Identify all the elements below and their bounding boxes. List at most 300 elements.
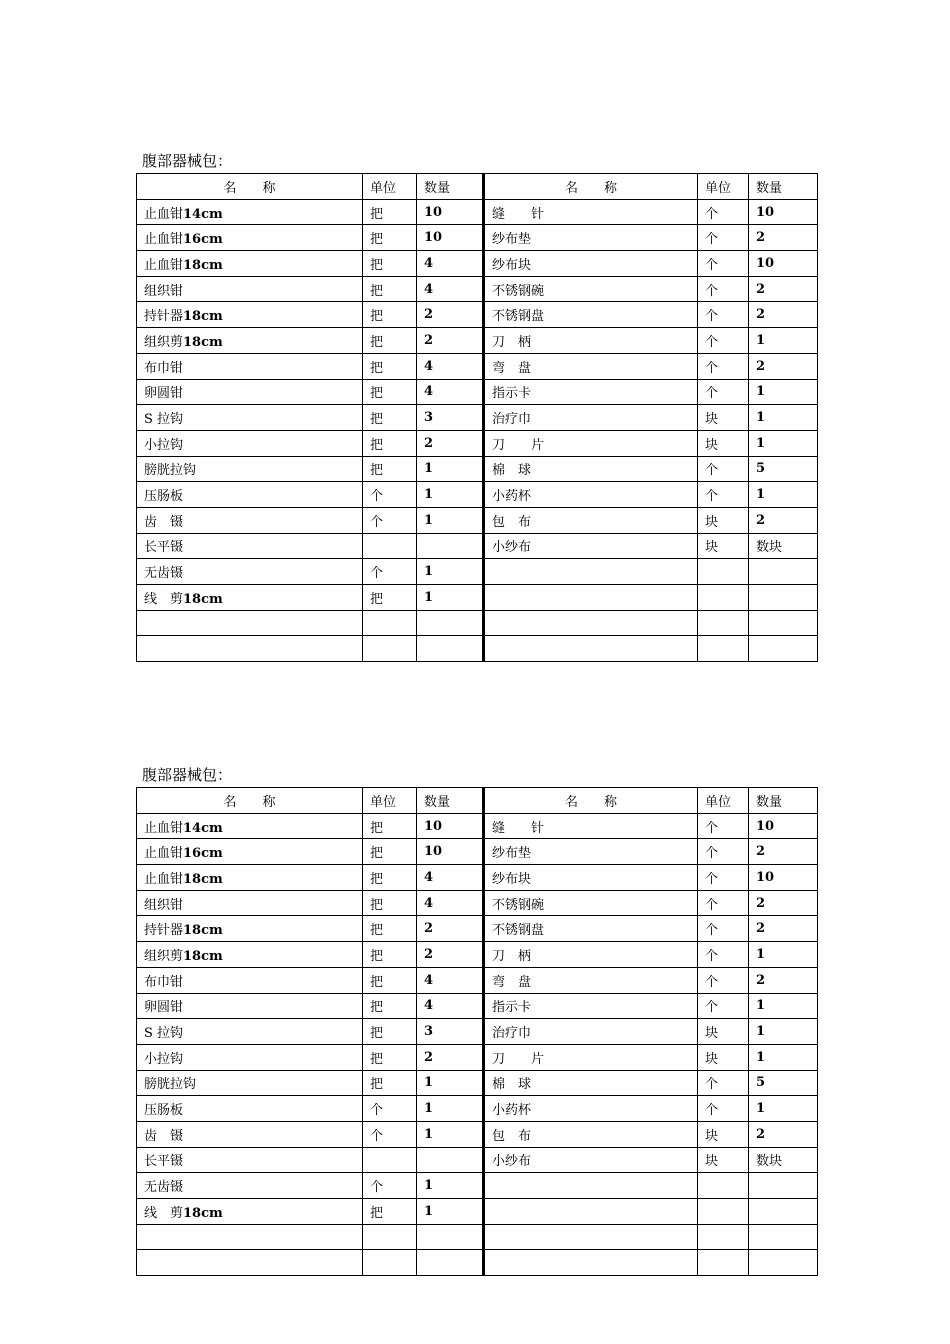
item-qty: 1 <box>749 993 818 1019</box>
table-row <box>137 636 818 662</box>
item-qty: 2 <box>417 916 484 942</box>
item-name: 齿 镊 <box>144 514 184 530</box>
table-row <box>137 1044 818 1070</box>
item-name-cell <box>137 1121 363 1147</box>
item-qty <box>749 585 818 611</box>
item-qty <box>417 1224 484 1250</box>
table-row <box>137 225 818 251</box>
table-row <box>137 839 818 865</box>
header-row <box>137 174 818 200</box>
item-unit <box>363 1147 417 1173</box>
item-qty: 5 <box>749 1070 818 1096</box>
item-qty: 4 <box>417 353 484 379</box>
item-name-cell <box>137 353 363 379</box>
item-name-cell <box>137 890 363 916</box>
item-unit: 个 <box>698 302 749 328</box>
item-name: 止血钳 <box>144 257 184 273</box>
item-qty: 数块 <box>749 533 818 559</box>
item-unit: 块 <box>698 1044 749 1070</box>
item-qty: 4 <box>417 993 484 1019</box>
item-size: 18cm <box>183 309 223 325</box>
instrument-kit-table-1 <box>136 150 817 662</box>
item-size: 14cm <box>183 206 223 222</box>
item-qty: 1 <box>749 430 818 456</box>
item-unit: 个 <box>698 199 749 225</box>
item-unit: 把 <box>363 916 417 942</box>
header-name: 名 称 <box>484 174 698 200</box>
item-name-cell <box>137 276 363 302</box>
item-qty: 4 <box>417 251 484 277</box>
item-qty: 2 <box>749 353 818 379</box>
item-unit: 个 <box>698 353 749 379</box>
item-name-cell <box>137 199 363 225</box>
item-name-cell <box>137 482 363 508</box>
table-row <box>137 993 818 1019</box>
item-name-cell <box>137 1044 363 1070</box>
table-row <box>137 456 818 482</box>
item-name: 纱布垫 <box>484 225 698 251</box>
item-name-cell <box>137 1199 363 1225</box>
item-name: 刀 柄 <box>484 328 698 354</box>
item-name <box>484 585 698 611</box>
item-name: 纱布垫 <box>484 839 698 865</box>
item-name: 组织钳 <box>144 897 184 913</box>
item-qty: 1 <box>749 482 818 508</box>
item-qty <box>749 1224 818 1250</box>
item-qty: 1 <box>749 1044 818 1070</box>
table-row <box>137 430 818 456</box>
item-name-cell <box>137 1224 363 1250</box>
item-name-cell <box>137 865 363 891</box>
item-name: 缝 针 <box>484 199 698 225</box>
item-qty <box>417 1250 484 1276</box>
item-unit: 把 <box>363 379 417 405</box>
table-row <box>137 1250 818 1276</box>
table-row <box>137 559 818 585</box>
item-qty: 1 <box>417 482 484 508</box>
item-name: 缝 针 <box>484 813 698 839</box>
item-unit: 把 <box>363 430 417 456</box>
item-qty: 2 <box>417 1044 484 1070</box>
item-name: 治疗巾 <box>484 1019 698 1045</box>
item-name-cell <box>137 1250 363 1276</box>
item-name: 无齿镊 <box>144 566 184 582</box>
item-name: 组织剪 <box>144 948 184 964</box>
table-row <box>137 507 818 533</box>
item-unit: 把 <box>363 199 417 225</box>
item-unit <box>698 610 749 636</box>
item-qty <box>749 636 818 662</box>
table-row <box>137 585 818 611</box>
item-unit: 个 <box>698 890 749 916</box>
item-unit: 把 <box>363 942 417 968</box>
item-name: 刀 柄 <box>484 942 698 968</box>
item-name-cell <box>137 610 363 636</box>
item-unit: 块 <box>698 405 749 431</box>
item-name <box>484 1173 698 1199</box>
item-unit: 个 <box>698 916 749 942</box>
item-name: 治疗巾 <box>484 405 698 431</box>
item-unit: 把 <box>363 839 417 865</box>
item-name: 持针器 <box>144 923 184 939</box>
item-name <box>484 636 698 662</box>
item-name-cell <box>137 225 363 251</box>
item-name: 止血钳 <box>144 820 184 836</box>
item-unit: 个 <box>698 276 749 302</box>
item-name: 卵圆钳 <box>144 1000 184 1016</box>
item-qty: 4 <box>417 379 484 405</box>
table-row <box>137 302 818 328</box>
item-name: 组织剪 <box>144 334 184 350</box>
item-name: S 拉钩 <box>144 412 184 428</box>
item-unit: 把 <box>363 1019 417 1045</box>
item-name: 刀 片 <box>484 1044 698 1070</box>
item-qty: 2 <box>749 1121 818 1147</box>
item-name-cell <box>137 379 363 405</box>
item-name-cell <box>137 585 363 611</box>
item-qty: 1 <box>749 942 818 968</box>
item-unit: 把 <box>363 1044 417 1070</box>
item-name-cell <box>137 1173 363 1199</box>
item-qty: 10 <box>749 813 818 839</box>
item-unit: 块 <box>698 1121 749 1147</box>
item-qty: 2 <box>749 967 818 993</box>
item-unit: 个 <box>698 865 749 891</box>
item-name-cell <box>137 1147 363 1173</box>
table-row <box>137 328 818 354</box>
item-unit: 个 <box>698 1096 749 1122</box>
instrument-kit-table-2 <box>136 764 817 1276</box>
item-name <box>484 1224 698 1250</box>
item-qty: 3 <box>417 405 484 431</box>
item-name: 长平镊 <box>144 540 184 556</box>
item-unit: 个 <box>363 559 417 585</box>
table-row <box>137 1173 818 1199</box>
item-unit: 把 <box>363 225 417 251</box>
item-name: 止血钳 <box>144 871 184 887</box>
item-name <box>484 610 698 636</box>
item-size: 18cm <box>183 948 223 964</box>
item-name: 膀胱拉钩 <box>144 1077 197 1093</box>
table-row <box>137 199 818 225</box>
item-qty: 4 <box>417 276 484 302</box>
item-name-cell <box>137 1070 363 1096</box>
header-qty: 数量 <box>417 788 484 814</box>
item-unit: 把 <box>363 405 417 431</box>
item-qty: 2 <box>749 890 818 916</box>
item-name: 小药杯 <box>484 1096 698 1122</box>
item-name-cell <box>137 636 363 662</box>
table-row <box>137 967 818 993</box>
item-qty <box>749 1199 818 1225</box>
table-row <box>137 890 818 916</box>
item-name: 布巾钳 <box>144 974 184 990</box>
table-row <box>137 482 818 508</box>
header-unit: 单位 <box>363 788 417 814</box>
item-unit <box>698 559 749 585</box>
item-qty: 10 <box>749 865 818 891</box>
table-row <box>137 276 818 302</box>
item-unit <box>698 1250 749 1276</box>
item-qty: 2 <box>417 328 484 354</box>
item-name-cell <box>137 251 363 277</box>
item-size: 18cm <box>183 923 223 939</box>
item-name: 棉 球 <box>484 456 698 482</box>
item-qty: 2 <box>749 302 818 328</box>
table-row <box>137 916 818 942</box>
item-unit: 块 <box>698 430 749 456</box>
item-size: 18cm <box>183 1205 223 1221</box>
item-name: 纱布块 <box>484 865 698 891</box>
item-name-cell <box>137 302 363 328</box>
item-unit <box>363 1250 417 1276</box>
item-name: 不锈钢碗 <box>484 276 698 302</box>
item-name: 长平镊 <box>144 1154 184 1170</box>
item-name: 弯 盘 <box>484 967 698 993</box>
item-unit: 个 <box>363 1121 417 1147</box>
item-name: 指示卡 <box>484 379 698 405</box>
item-qty: 3 <box>417 1019 484 1045</box>
item-unit: 块 <box>698 533 749 559</box>
item-unit: 把 <box>363 585 417 611</box>
item-qty: 1 <box>749 1096 818 1122</box>
item-qty: 1 <box>417 559 484 585</box>
item-name-cell <box>137 916 363 942</box>
table-row <box>137 1070 818 1096</box>
header-unit: 单位 <box>363 174 417 200</box>
item-size: 18cm <box>183 257 223 273</box>
item-name: 压肠板 <box>144 1103 184 1119</box>
item-qty: 4 <box>417 890 484 916</box>
item-name: 卵圆钳 <box>144 386 184 402</box>
item-unit: 把 <box>363 1070 417 1096</box>
item-unit: 个 <box>698 839 749 865</box>
item-qty: 10 <box>417 839 484 865</box>
item-name <box>484 1199 698 1225</box>
item-name <box>484 1250 698 1276</box>
item-unit <box>698 585 749 611</box>
item-name-cell <box>137 533 363 559</box>
item-unit: 个 <box>698 379 749 405</box>
item-size: 16cm <box>183 846 223 862</box>
header-qty: 数量 <box>749 788 818 814</box>
instrument-table <box>136 173 818 662</box>
item-qty <box>417 636 484 662</box>
item-qty: 10 <box>417 225 484 251</box>
item-unit: 把 <box>363 993 417 1019</box>
item-size: 14cm <box>183 820 223 836</box>
item-qty <box>749 610 818 636</box>
item-qty: 2 <box>749 507 818 533</box>
item-qty: 1 <box>417 1173 484 1199</box>
item-unit <box>363 533 417 559</box>
item-qty: 1 <box>417 1096 484 1122</box>
item-unit: 个 <box>363 1173 417 1199</box>
item-name: 线 剪 <box>144 1205 184 1221</box>
item-name-cell <box>137 967 363 993</box>
item-unit <box>363 636 417 662</box>
header-unit: 单位 <box>698 788 749 814</box>
item-unit <box>363 1224 417 1250</box>
table-row <box>137 251 818 277</box>
item-qty: 2 <box>417 430 484 456</box>
item-unit: 个 <box>363 1096 417 1122</box>
item-unit: 块 <box>698 507 749 533</box>
item-qty <box>417 610 484 636</box>
item-name: 指示卡 <box>484 993 698 1019</box>
item-qty: 2 <box>749 225 818 251</box>
item-name: 棉 球 <box>484 1070 698 1096</box>
item-name: 不锈钢碗 <box>484 890 698 916</box>
item-size: 18cm <box>183 591 223 607</box>
table-row <box>137 405 818 431</box>
item-name: 纱布块 <box>484 251 698 277</box>
item-qty: 1 <box>417 456 484 482</box>
item-name-cell <box>137 993 363 1019</box>
header-qty: 数量 <box>749 174 818 200</box>
item-qty: 10 <box>749 251 818 277</box>
header-qty: 数量 <box>417 174 484 200</box>
item-qty: 1 <box>749 405 818 431</box>
item-unit: 个 <box>698 251 749 277</box>
table-row <box>137 942 818 968</box>
item-size: 16cm <box>183 232 223 248</box>
item-name-cell <box>137 328 363 354</box>
table-row <box>137 1147 818 1173</box>
item-qty: 数块 <box>749 1147 818 1173</box>
item-qty: 10 <box>749 199 818 225</box>
item-qty: 4 <box>417 967 484 993</box>
item-unit: 把 <box>363 302 417 328</box>
header-name: 名 称 <box>137 174 363 200</box>
item-qty: 2 <box>749 916 818 942</box>
item-unit: 个 <box>363 482 417 508</box>
item-qty: 1 <box>417 1121 484 1147</box>
item-unit <box>363 610 417 636</box>
item-qty: 2 <box>417 302 484 328</box>
item-name-cell <box>137 430 363 456</box>
table-row <box>137 353 818 379</box>
item-name: 压肠板 <box>144 489 184 505</box>
item-unit: 块 <box>698 1019 749 1045</box>
item-unit: 个 <box>698 1070 749 1096</box>
item-name: 无齿镊 <box>144 1180 184 1196</box>
item-name-cell <box>137 1096 363 1122</box>
table-caption: 腹部器械包： <box>142 766 233 784</box>
header-name: 名 称 <box>484 788 698 814</box>
item-unit: 个 <box>698 482 749 508</box>
item-qty <box>749 559 818 585</box>
item-qty: 2 <box>749 276 818 302</box>
item-qty: 5 <box>749 456 818 482</box>
item-qty: 1 <box>749 379 818 405</box>
item-unit: 把 <box>363 456 417 482</box>
item-qty: 2 <box>749 839 818 865</box>
header-row <box>137 788 818 814</box>
item-name: 膀胱拉钩 <box>144 463 197 479</box>
item-unit: 个 <box>698 967 749 993</box>
table-row <box>137 865 818 891</box>
item-qty: 1 <box>417 1070 484 1096</box>
item-qty: 10 <box>417 199 484 225</box>
header-name: 名 称 <box>137 788 363 814</box>
item-qty <box>417 1147 484 1173</box>
item-name: 布巾钳 <box>144 360 184 376</box>
table-row <box>137 533 818 559</box>
item-qty: 1 <box>417 1199 484 1225</box>
item-unit <box>698 636 749 662</box>
item-unit: 把 <box>363 890 417 916</box>
item-name: 齿 镊 <box>144 1128 184 1144</box>
table-row <box>137 813 818 839</box>
item-name-cell <box>137 456 363 482</box>
item-name: 不锈钢盘 <box>484 916 698 942</box>
item-unit: 个 <box>698 225 749 251</box>
item-name: 止血钳 <box>144 846 184 862</box>
item-qty: 2 <box>417 942 484 968</box>
table-row <box>137 1096 818 1122</box>
item-name-cell <box>137 942 363 968</box>
header-unit: 单位 <box>698 174 749 200</box>
item-qty <box>749 1173 818 1199</box>
item-name: 包 布 <box>484 1121 698 1147</box>
item-name-cell <box>137 559 363 585</box>
table-row <box>137 1019 818 1045</box>
item-name <box>484 559 698 585</box>
item-unit: 块 <box>698 1147 749 1173</box>
item-unit: 把 <box>363 276 417 302</box>
item-name: 小拉钩 <box>144 1051 184 1067</box>
item-qty: 10 <box>417 813 484 839</box>
item-name-cell <box>137 405 363 431</box>
item-unit: 把 <box>363 967 417 993</box>
item-qty <box>417 533 484 559</box>
item-unit: 把 <box>363 328 417 354</box>
item-qty <box>749 1250 818 1276</box>
item-name: 弯 盘 <box>484 353 698 379</box>
item-name-cell <box>137 1019 363 1045</box>
item-name: 小拉钩 <box>144 437 184 453</box>
item-name-cell <box>137 839 363 865</box>
item-unit: 个 <box>363 507 417 533</box>
item-name: 小纱布 <box>484 533 698 559</box>
table-caption: 腹部器械包： <box>142 152 233 170</box>
item-name: 包 布 <box>484 507 698 533</box>
item-size: 18cm <box>183 334 223 350</box>
item-unit: 把 <box>363 251 417 277</box>
table-row <box>137 379 818 405</box>
item-qty: 4 <box>417 865 484 891</box>
item-qty: 1 <box>417 507 484 533</box>
item-name-cell <box>137 507 363 533</box>
item-qty: 1 <box>417 585 484 611</box>
item-name: 线 剪 <box>144 591 184 607</box>
item-unit: 个 <box>698 813 749 839</box>
table-row <box>137 1121 818 1147</box>
item-unit <box>698 1199 749 1225</box>
item-unit <box>698 1173 749 1199</box>
table-row <box>137 1199 818 1225</box>
item-qty: 1 <box>749 1019 818 1045</box>
item-name-cell <box>137 813 363 839</box>
item-unit: 个 <box>698 993 749 1019</box>
item-name: 止血钳 <box>144 232 184 248</box>
item-name: S 拉钩 <box>144 1026 184 1042</box>
item-unit: 个 <box>698 456 749 482</box>
table-row <box>137 1224 818 1250</box>
item-name: 止血钳 <box>144 206 184 222</box>
item-qty: 1 <box>749 328 818 354</box>
